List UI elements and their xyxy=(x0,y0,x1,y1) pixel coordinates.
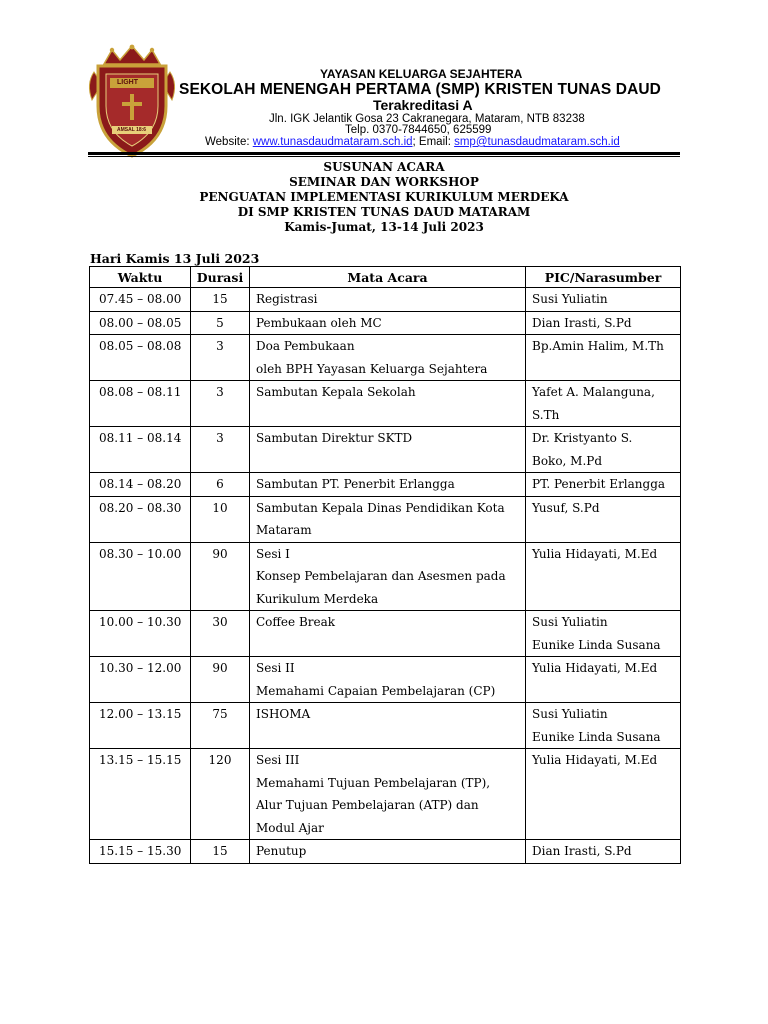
pic-line: Dian Irasti, S.Pd xyxy=(532,844,632,858)
table-row xyxy=(90,381,681,427)
cell-durasi: 6 xyxy=(191,473,250,497)
cell-mata-acara xyxy=(250,496,526,542)
cell-waktu: 08.00 – 08.05 xyxy=(90,311,191,335)
cell-waktu: 07.45 – 08.00 xyxy=(90,288,191,312)
cell-mata-acara xyxy=(250,749,526,840)
school-name: SEKOLAH MENENGAH PERTAMA (SMP) KRISTEN TUNAS DAUD xyxy=(179,81,661,98)
mata-acara-line: Mataram xyxy=(256,523,312,537)
mata-acara-line: Registrasi xyxy=(256,292,318,306)
day-label: Hari Kamis 13 Juli 2023 xyxy=(90,251,260,266)
cell-durasi: 15 xyxy=(191,288,250,312)
title-line-5: Kamis-Jumat, 13-14 Juli 2023 xyxy=(284,220,484,234)
letterhead-divider-thin xyxy=(88,156,680,157)
mata-acara-line: Sambutan PT. Penerbit Erlangga xyxy=(256,477,455,491)
website-label: Website: xyxy=(205,136,253,148)
table-row xyxy=(90,473,681,497)
cell-pic xyxy=(526,749,681,840)
cell-mata-acara xyxy=(250,311,526,335)
title-line-4: DI SMP KRISTEN TUNAS DAUD MATARAM xyxy=(237,205,531,219)
cell-pic xyxy=(526,335,681,381)
mata-acara-line: Sambutan Kepala Sekolah xyxy=(256,385,416,399)
mata-acara-line: Sesi II xyxy=(256,661,295,675)
pic-line: S.Th xyxy=(532,407,560,422)
cell-mata-acara xyxy=(250,703,526,749)
cell-pic xyxy=(526,288,681,312)
table-row xyxy=(90,749,681,840)
school-phone: Telp. 0370-7844650, 625599 xyxy=(345,124,492,136)
table-row xyxy=(90,840,681,864)
mata-acara-line: Memahami Tujuan Pembelajaran (TP), xyxy=(256,775,491,790)
title-line-1: SUSUNAN ACARA xyxy=(323,160,445,174)
pic-line: Dian Irasti, S.Pd xyxy=(532,315,632,330)
cell-waktu: 15.15 – 15.30 xyxy=(90,840,191,864)
cell-durasi: 15 xyxy=(191,840,250,864)
mata-acara-line: Coffee Break xyxy=(256,615,336,629)
cell-waktu: 10.30 – 12.00 xyxy=(90,657,191,703)
pic-line: Susi Yuliatin xyxy=(532,615,608,629)
table-row xyxy=(90,542,681,611)
cell-waktu: 13.15 – 15.15 xyxy=(90,749,191,840)
header-waktu: Waktu xyxy=(90,267,191,288)
mata-acara-line: oleh BPH Yayasan Keluarga Sejahtera xyxy=(256,361,488,376)
pic-line: Yulia Hidayati, M.Ed xyxy=(532,753,658,767)
cell-mata-acara xyxy=(250,542,526,611)
header-pic: PIC/Narasumber xyxy=(526,267,681,288)
cell-waktu: 08.05 – 08.08 xyxy=(90,335,191,381)
cell-pic xyxy=(526,840,681,864)
mata-acara-line: Modul Ajar xyxy=(256,820,324,835)
header-durasi: Durasi xyxy=(191,267,250,288)
cell-waktu: 08.30 – 10.00 xyxy=(90,542,191,611)
mata-acara-line: Doa Pembukaan xyxy=(256,339,355,353)
document-titles xyxy=(0,160,768,235)
schedule-body xyxy=(90,288,681,864)
pic-line: Boko, M.Pd xyxy=(532,453,603,468)
cell-waktu: 08.20 – 08.30 xyxy=(90,496,191,542)
cell-pic xyxy=(526,703,681,749)
letterhead-divider-thick xyxy=(88,152,680,155)
logo-text-top: LIGHT xyxy=(117,79,138,86)
title-line-3: PENGUATAN IMPLEMENTASI KURIKULUM MERDEKA xyxy=(199,190,569,204)
cell-durasi: 10 xyxy=(191,496,250,542)
cell-pic xyxy=(526,542,681,611)
cell-pic xyxy=(526,311,681,335)
mata-acara-line: Alur Tujuan Pembelajaran (ATP) dan xyxy=(256,798,479,812)
pic-line: Susi Yuliatin xyxy=(532,292,608,306)
table-row xyxy=(90,335,681,381)
cell-mata-acara xyxy=(250,840,526,864)
title-line-2: SEMINAR DAN WORKSHOP xyxy=(289,175,479,189)
cell-mata-acara xyxy=(250,657,526,703)
cell-durasi: 5 xyxy=(191,311,250,335)
mata-acara-line: Penutup xyxy=(256,844,307,858)
cell-pic xyxy=(526,611,681,657)
school-crest-logo xyxy=(84,44,180,160)
cell-durasi: 3 xyxy=(191,427,250,473)
mata-acara-line: Sesi I xyxy=(256,546,290,561)
cell-pic xyxy=(526,473,681,497)
cell-pic xyxy=(526,381,681,427)
table-row xyxy=(90,657,681,703)
header-mata-acara: Mata Acara xyxy=(250,267,526,288)
cell-pic xyxy=(526,427,681,473)
mata-acara-line: Memahami Capaian Pembelajaran (CP) xyxy=(256,683,496,698)
pic-line: Yulia Hidayati, M.Ed xyxy=(532,546,658,561)
table-row xyxy=(90,703,681,749)
cell-mata-acara xyxy=(250,427,526,473)
cell-mata-acara xyxy=(250,335,526,381)
email-label: ; Email: xyxy=(412,136,455,148)
table-header-row xyxy=(90,267,681,288)
mata-acara-line: Kurikulum Merdeka xyxy=(256,591,379,606)
table-row xyxy=(90,288,681,312)
cell-durasi: 3 xyxy=(191,381,250,427)
cell-waktu: 08.14 – 08.20 xyxy=(90,473,191,497)
mata-acara-line: Sesi III xyxy=(256,753,300,767)
cell-durasi: 30 xyxy=(191,611,250,657)
cell-durasi: 90 xyxy=(191,657,250,703)
cell-durasi: 75 xyxy=(191,703,250,749)
mata-acara-line: ISHOMA xyxy=(256,707,311,721)
website-link[interactable]: www.tunasdaudmataram.sch.id xyxy=(252,136,413,148)
logo-text-bottom: AMSAL 18:6 xyxy=(117,127,147,133)
table-row xyxy=(90,496,681,542)
cell-waktu: 08.11 – 08.14 xyxy=(90,427,191,473)
pic-line: Yafet A. Malanguna, xyxy=(532,385,655,399)
schedule-table xyxy=(89,266,681,864)
mata-acara-line: Pembukaan oleh MC xyxy=(256,315,382,330)
cell-waktu: 10.00 – 10.30 xyxy=(90,611,191,657)
mata-acara-line: Sambutan Direktur SKTD xyxy=(256,431,413,445)
pic-line: Susi Yuliatin xyxy=(532,707,608,721)
cell-durasi: 120 xyxy=(191,749,250,840)
foundation-name: YAYASAN KELUARGA SEJAHTERA xyxy=(320,67,523,81)
accreditation: Terakreditasi A xyxy=(373,97,473,113)
cell-mata-acara xyxy=(250,288,526,312)
table-row xyxy=(90,611,681,657)
pic-line: Eunike Linda Susana xyxy=(532,729,661,744)
cell-mata-acara xyxy=(250,473,526,497)
pic-line: Eunike Linda Susana xyxy=(532,637,661,652)
contact-line xyxy=(205,136,768,148)
cell-pic xyxy=(526,657,681,703)
cell-durasi: 3 xyxy=(191,335,250,381)
cell-pic xyxy=(526,496,681,542)
cell-waktu: 08.08 – 08.11 xyxy=(90,381,191,427)
pic-line: Dr. Kristyanto S. xyxy=(532,431,633,445)
cell-waktu: 12.00 – 13.15 xyxy=(90,703,191,749)
school-address: Jln. IGK Jelantik Gosa 23 Cakranegara, Mataram, NTB 83238 xyxy=(269,113,585,125)
pic-line: Yusuf, S.Pd xyxy=(532,500,600,515)
mata-acara-line: Konsep Pembelajaran dan Asesmen pada xyxy=(256,569,506,583)
pic-line: Yulia Hidayati, M.Ed xyxy=(532,661,658,675)
cell-mata-acara xyxy=(250,381,526,427)
cell-durasi: 90 xyxy=(191,542,250,611)
email-link[interactable]: smp@tunasdaudmataram.sch.id xyxy=(454,136,620,148)
pic-line: PT. Penerbit Erlangga xyxy=(532,477,666,491)
mata-acara-line: Sambutan Kepala Dinas Pendidikan Kota xyxy=(256,500,505,515)
pic-line: Bp.Amin Halim, M.Th xyxy=(532,339,664,353)
table-row xyxy=(90,427,681,473)
cell-mata-acara xyxy=(250,611,526,657)
table-row xyxy=(90,311,681,335)
